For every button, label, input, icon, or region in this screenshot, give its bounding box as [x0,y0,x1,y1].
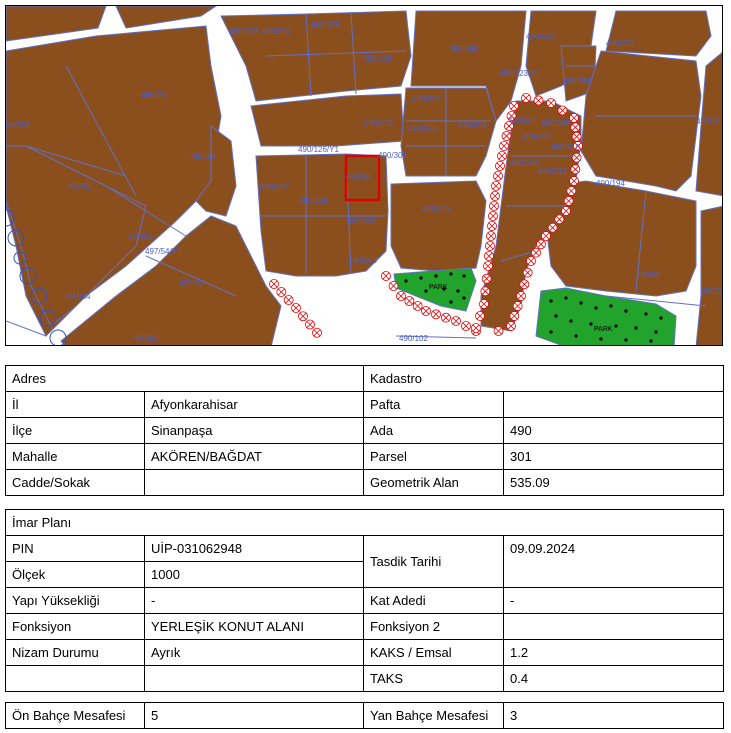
parcel-label: 490/129 [363,54,392,63]
parcel-label: 497/84 [66,292,91,301]
ada-value: 490 [504,418,724,444]
boundary-marker [492,182,501,191]
parcel-label: 497/54 [128,233,153,242]
boundary-marker [422,307,431,316]
parcel-label: 490/311 [538,167,567,176]
boundary-marker [527,257,536,266]
parcel-label: 490/124 [422,205,451,214]
mahalle-value: AKÖREN/BAĞDAT [145,444,364,470]
parcel [606,11,711,56]
boundary-marker [572,132,581,141]
map-canvas [6,6,723,346]
parcel-label: 490/303 [378,151,407,160]
tasdik-value: 09.09.2024 [504,536,724,588]
parcel-label: 490/194 [596,179,625,188]
boundary-marker [507,322,516,331]
parcel-label: 497/55 [179,279,204,288]
boundary-marker [270,280,279,289]
parcel-label: 490/307 [412,95,441,104]
boundary-marker [494,172,503,181]
parcel-label: 490/126 [364,119,393,128]
boundary-marker [277,288,286,297]
parcel-label: 490/195 [522,133,551,142]
boundary-marker [572,153,581,162]
boundary-marker [570,177,579,186]
boundary-marker [486,242,495,251]
parcel-label: 490/10 [696,117,721,126]
on-bahce-label: Ön Bahçe Mesafesi [6,703,145,729]
nizam-value: Ayrık [145,640,364,666]
boundary-marker [397,292,406,301]
parsel-value: 301 [504,444,724,470]
boundary-marker [442,313,451,322]
parcel-label: 490/373 [229,27,258,36]
olcek-label: Ölçek [6,562,145,588]
parcel-label: 490/299 [449,44,478,53]
pin-value: UİP-031062948 [145,536,364,562]
olcek-value: 1000 [145,562,364,588]
parsel-label: Parsel [364,444,504,470]
boundary-marker [480,300,489,309]
boundary-marker [313,328,322,337]
parcel-label: 490/128 [299,196,328,205]
tasdik-label: Tasdik Tarihi [364,536,504,588]
boundary-marker [292,304,301,313]
boundary-marker [500,142,509,151]
parcel-label: 490/374 [262,27,291,36]
imar-header: İmar Planı [6,510,724,536]
boundary-marker [299,312,308,321]
ilce-value: Sinanpaşa [145,418,364,444]
parcel-label: 486/25 [141,91,166,100]
boundary-marker [306,320,315,329]
parcel-label: 490/196 [510,159,539,168]
parcel-label: 490/99 [636,271,661,280]
address-header: Adres [6,366,364,392]
fonksiyon2-label: Fonksiyon 2 [364,614,504,640]
boundary-marker [490,202,499,211]
boundary-marker [523,268,532,277]
park-label: PARK [429,284,448,291]
boundary-marker [487,232,496,241]
kat-adedi-value: - [504,588,724,614]
geometrik-alan-label: Geometrik Alan [364,470,504,496]
boundary-marker [382,272,391,281]
on-bahce-value: 5 [145,703,364,729]
boundary-marker [555,215,564,224]
boundary-marker [494,327,503,336]
boundary-marker [571,123,580,132]
parcel [581,51,701,191]
il-value: Afyonkarahisar [145,392,364,418]
boundary-marker [548,223,557,232]
boundary-marker [472,324,481,333]
mahalle-label: Mahalle [6,444,145,470]
boundary-marker [532,248,541,257]
parcel-label: 490/123/Y1 [499,69,540,78]
boundary-marker [485,252,494,261]
cadastral-map[interactable] [5,5,723,346]
boundary-marker [571,165,580,174]
boundary-marker [482,274,491,283]
boundary-marker [564,197,573,206]
boundary-marker [520,280,529,289]
boundary-marker [491,192,500,201]
ada-label: Ada [364,418,504,444]
boundary-marker [481,287,490,296]
boundary-marker [513,302,522,311]
parcel-label: 497/53 [68,182,93,191]
parcel-label: 490/126/Y1 [298,145,339,154]
mesafe-table [5,702,724,729]
boundary-marker [489,212,498,221]
yan-bahce-label: Yan Bahçe Mesafesi [364,703,504,729]
parcel-label: 490/313 [526,32,555,41]
cadde-value [145,470,364,496]
parcel-label: 490/309 [541,119,570,128]
yapi-yuksekligi-value: - [145,588,364,614]
kaks-value: 1.2 [504,640,724,666]
boundary-marker [522,94,531,103]
parcel-label: 490/197 [260,183,289,192]
pafta-value [504,392,724,418]
kadastro-header: Kadastro [364,366,724,392]
pin-label: PIN [6,536,145,562]
kat-adedi-label: Kat Adedi [364,588,504,614]
ilce-label: İlçe [6,418,145,444]
boundary-marker [484,262,493,271]
parcel-label: 490/103 [348,256,377,265]
yapi-yuksekligi-label: Yapı Yüksekliği [6,588,145,614]
il-label: İl [6,392,145,418]
boundary-marker [517,292,526,301]
address-table [5,365,724,496]
fonksiyon-value: YERLEŞİK KONUT ALANI [145,614,364,640]
nizam-label: Nizam Durumu [6,640,145,666]
boundary-marker [558,106,567,115]
parcel-label: 490/368 [563,77,592,86]
kaks-label: KAKS / Emsal [364,640,504,666]
parcel-label: 490/30 [346,172,371,181]
boundary-marker [432,310,441,319]
parcel-label: 490/306 [408,124,437,133]
parcel-label: 490/302 [347,217,376,226]
taks-value: 0.4 [504,666,724,692]
boundary-marker [537,240,546,249]
boundary-marker [502,132,511,141]
parcel-label: 490/102 [399,334,428,343]
boundary-marker [284,296,293,305]
boundary-marker [570,114,579,123]
parcel-label: 490/375 [311,21,340,30]
parcel-label: 497/53 [6,121,31,130]
pafta-label: Pafta [364,392,504,418]
boundary-marker [496,162,505,171]
boundary-marker [452,317,461,326]
boundary-marker [498,152,507,161]
boundary-marker [405,297,414,306]
geometrik-alan-value: 535.09 [504,470,724,496]
boundary-marker [542,232,551,241]
park-label: PARK [594,326,613,333]
parcel-label: 497/82 [134,334,159,343]
parcel-label: 486/26 [191,152,216,161]
boundary-marker [562,207,571,216]
boundary-marker [567,187,576,196]
boundary-marker [488,222,497,231]
boundary-marker [510,312,519,321]
taks-label: TAKS [364,666,504,692]
boundary-marker [462,322,471,331]
parcel-label: 497/54/Y1 [145,247,182,256]
empty-cell [6,666,145,692]
empty-cell [145,666,364,692]
boundary-marker [510,102,519,111]
boundary-marker [389,282,398,291]
boundary-marker [534,96,543,105]
imar-table [5,509,724,692]
yan-bahce-value: 3 [504,703,724,729]
parcel-label: 490/3 [701,287,722,296]
cadde-label: Cadde/Sokak [6,470,145,496]
boundary-marker [547,99,556,108]
boundary-marker [413,302,422,311]
boundary-marker [476,312,485,321]
parcel [391,181,486,271]
fonksiyon2-value [504,614,724,640]
fonksiyon-label: Fonksiyon [6,614,145,640]
parcel-label: 490/202 [606,39,635,48]
parcel-label: 490/304 [458,121,487,130]
parcel-label: 490/310 [551,143,580,152]
parcel-label: 490/304 [508,116,537,125]
